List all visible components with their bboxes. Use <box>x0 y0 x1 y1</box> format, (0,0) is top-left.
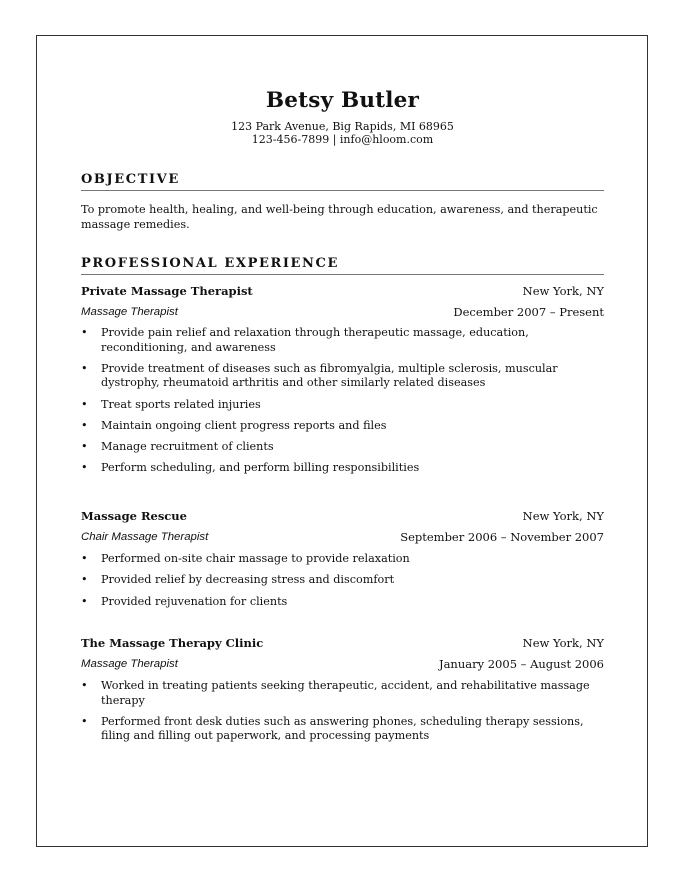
job-title: Chair Massage Therapist <box>81 531 209 543</box>
job-title: Massage Therapist <box>81 658 178 670</box>
job-bullet-list <box>81 326 604 483</box>
job-location: New York, NY <box>522 509 604 523</box>
job-dates: September 2006 – November 2007 <box>400 530 604 544</box>
list-item: • Provided rejuvenation for clients <box>81 594 288 608</box>
list-item: • Treat sports related injuries <box>81 397 261 411</box>
job-dates: December 2007 – Present <box>453 305 604 319</box>
job-dates: January 2005 – August 2006 <box>438 657 604 671</box>
list-item: • Maintain ongoing client progress reports and files <box>81 418 387 432</box>
resume-page <box>36 35 648 847</box>
objective-text: To promote health, healing, and well-being through education, awareness, and therapeutic massage remedies. <box>81 203 598 231</box>
list-item: • Performed front desk duties such as answering phones, scheduling therapy sessions, filing and filling out paperwork, and processing payments <box>81 714 584 743</box>
job-bullet-list <box>81 552 604 616</box>
address-line: 123 Park Avenue, Big Rapids, MI 68965 <box>231 120 454 133</box>
experience-heading: PROFESSIONAL EXPERIENCE <box>81 256 604 275</box>
job-location: New York, NY <box>522 284 604 298</box>
job-bullet-list <box>81 679 604 751</box>
company-name: Massage Rescue <box>81 509 187 523</box>
company-name: The Massage Therapy Clinic <box>81 636 264 650</box>
candidate-name: Betsy Butler <box>265 88 420 113</box>
list-item: • Provided relief by decreasing stress and discomfort <box>81 573 395 587</box>
job-location: New York, NY <box>522 636 604 650</box>
list-item: • Provide pain relief and relaxation through therapeutic massage, education, reconditioning, and awareness <box>81 326 529 354</box>
list-item: • Worked in treating patients seeking therapeutic, accident, and rehabilitative massage therapy <box>81 679 590 707</box>
contact-line: 123-456-7899 | info@hloom.com <box>251 133 434 146</box>
objective-heading: OBJECTIVE <box>81 172 604 191</box>
list-item: • Provide treatment of diseases such as fibromyalgia, multiple sclerosis, muscular dystrophy, rheumatoid arthritis and other similarly related diseases <box>81 361 558 390</box>
list-item: • Manage recruitment of clients <box>81 440 274 454</box>
company-name: Private Massage Therapist <box>81 284 253 298</box>
list-item: • Perform scheduling, and perform billing responsibilities <box>81 461 420 475</box>
list-item: • Performed on-site chair massage to provide relaxation <box>81 552 410 565</box>
job-title: Massage Therapist <box>81 306 178 318</box>
